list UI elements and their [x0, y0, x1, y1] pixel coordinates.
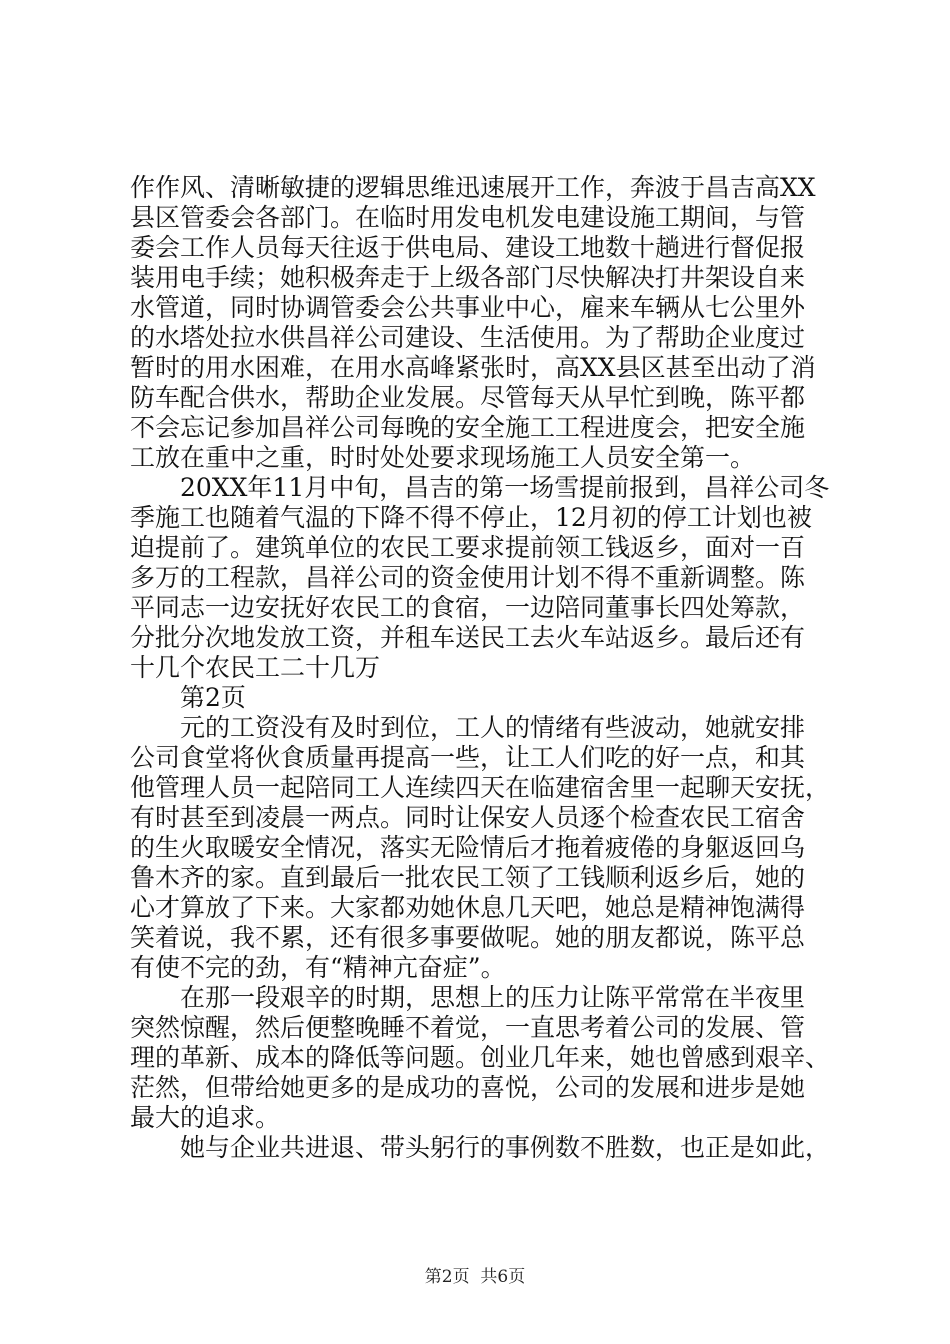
text-line: 鲁木齐的家。直到最后一批农民工领了工钱顺利返乡后，她的: [130, 863, 806, 892]
text-line: 装用电手续；她积极奔走于上级各部门尽快解决打井架设自来: [130, 263, 806, 292]
text-line: 最大的追求。: [130, 1103, 281, 1132]
text-line: 理的革新、成本的降低等问题。创业几年来，她也曾感到艰辛、: [130, 1043, 830, 1072]
text-line: 的水塔处拉水供昌祥公司建设、生活使用。为了帮助企业度过: [130, 323, 806, 352]
text-line: 十几个农民工二十几万: [130, 653, 381, 682]
text-line: 有时甚至到凌晨一两点。同时让保安人员逐个检查农民工宿舍: [130, 803, 806, 832]
text-line: 暂时的用水困难，在用水高峰紧张时，高XX县区甚至出动了消: [130, 353, 816, 382]
text-line: 不会忘记参加昌祥公司每晚的安全施工工程进度会，把安全施: [130, 413, 806, 442]
text-line: 水管道，同时协调管委会公共事业中心，雇来车辆从七公里外: [130, 293, 806, 322]
text-line: 茫然，但带给她更多的是成功的喜悦，公司的发展和进步是她: [130, 1073, 806, 1102]
page-footer: 第2页 共6页: [424, 1267, 526, 1287]
text-line: 在那一段艰辛的时期，思想上的压力让陈平常常在半夜里: [180, 983, 806, 1012]
document-body: [130, 173, 830, 1163]
text-line: 平同志一边安抚好农民工的食宿，一边陪同董事长四处筹款，: [130, 593, 806, 622]
text-line: 元的工资没有及时到位，工人的情绪有些波动，她就安排: [180, 713, 806, 742]
text-line: 公司食堂将伙食质量再提高一些，让工人们吃的好一点，和其: [130, 743, 806, 772]
text-line: 委会工作人员每天往返于供电局、建设工地数十趟进行督促报: [130, 233, 806, 262]
text-line: 作作风、清晰敏捷的逻辑思维迅速展开工作，奔波于昌吉高XX: [130, 173, 816, 202]
text-line: 分批分次地发放工资，并租车送民工去火车站返乡。最后还有: [130, 623, 806, 652]
text-line: 突然惊醒，然后便整晚睡不着觉，一直思考着公司的发展、管: [130, 1013, 806, 1042]
text-line: 多万的工程款，昌祥公司的资金使用计划不得不重新调整。陈: [130, 563, 806, 592]
text-line: 季施工也随着气温的下降不得不停止，12月初的停工计划也被: [130, 503, 812, 532]
text-line: 她与企业共进退、带头躬行的事例数不胜数，也正是如此，: [180, 1133, 830, 1162]
text-line: 防车配合供水，帮助企业发展。尽管每天从早忙到晚，陈平都: [130, 383, 806, 412]
text-line: 县区管委会各部门。在临时用发电机发电建设施工期间，与管: [130, 203, 806, 232]
text-line: 工放在重中之重，时时处处要求现场施工人员安全第一。: [130, 443, 756, 472]
text-line: 有使不完的劲，有“精神亢奋症”。: [130, 953, 506, 982]
text-line: 迫提前了。建筑单位的农民工要求提前领工钱返乡，面对一百: [130, 533, 806, 562]
text-line: 笑着说，我不累，还有很多事要做呢。她的朋友都说，陈平总: [130, 923, 806, 952]
text-line: 心才算放了下来。大家都劝她休息几天吧，她总是精神饱满得: [130, 893, 806, 922]
text-line: 的生火取暖安全情况，落实无险情后才拖着疲倦的身躯返回乌: [130, 833, 806, 862]
text-line: 20XX年11月中旬，昌吉的第一场雪提前报到，昌祥公司冬: [180, 473, 830, 502]
text-line: 第2页: [180, 683, 246, 712]
text-line: 他管理人员一起陪同工人连续四天在临建宿舍里一起聊天安抚，: [130, 773, 830, 802]
